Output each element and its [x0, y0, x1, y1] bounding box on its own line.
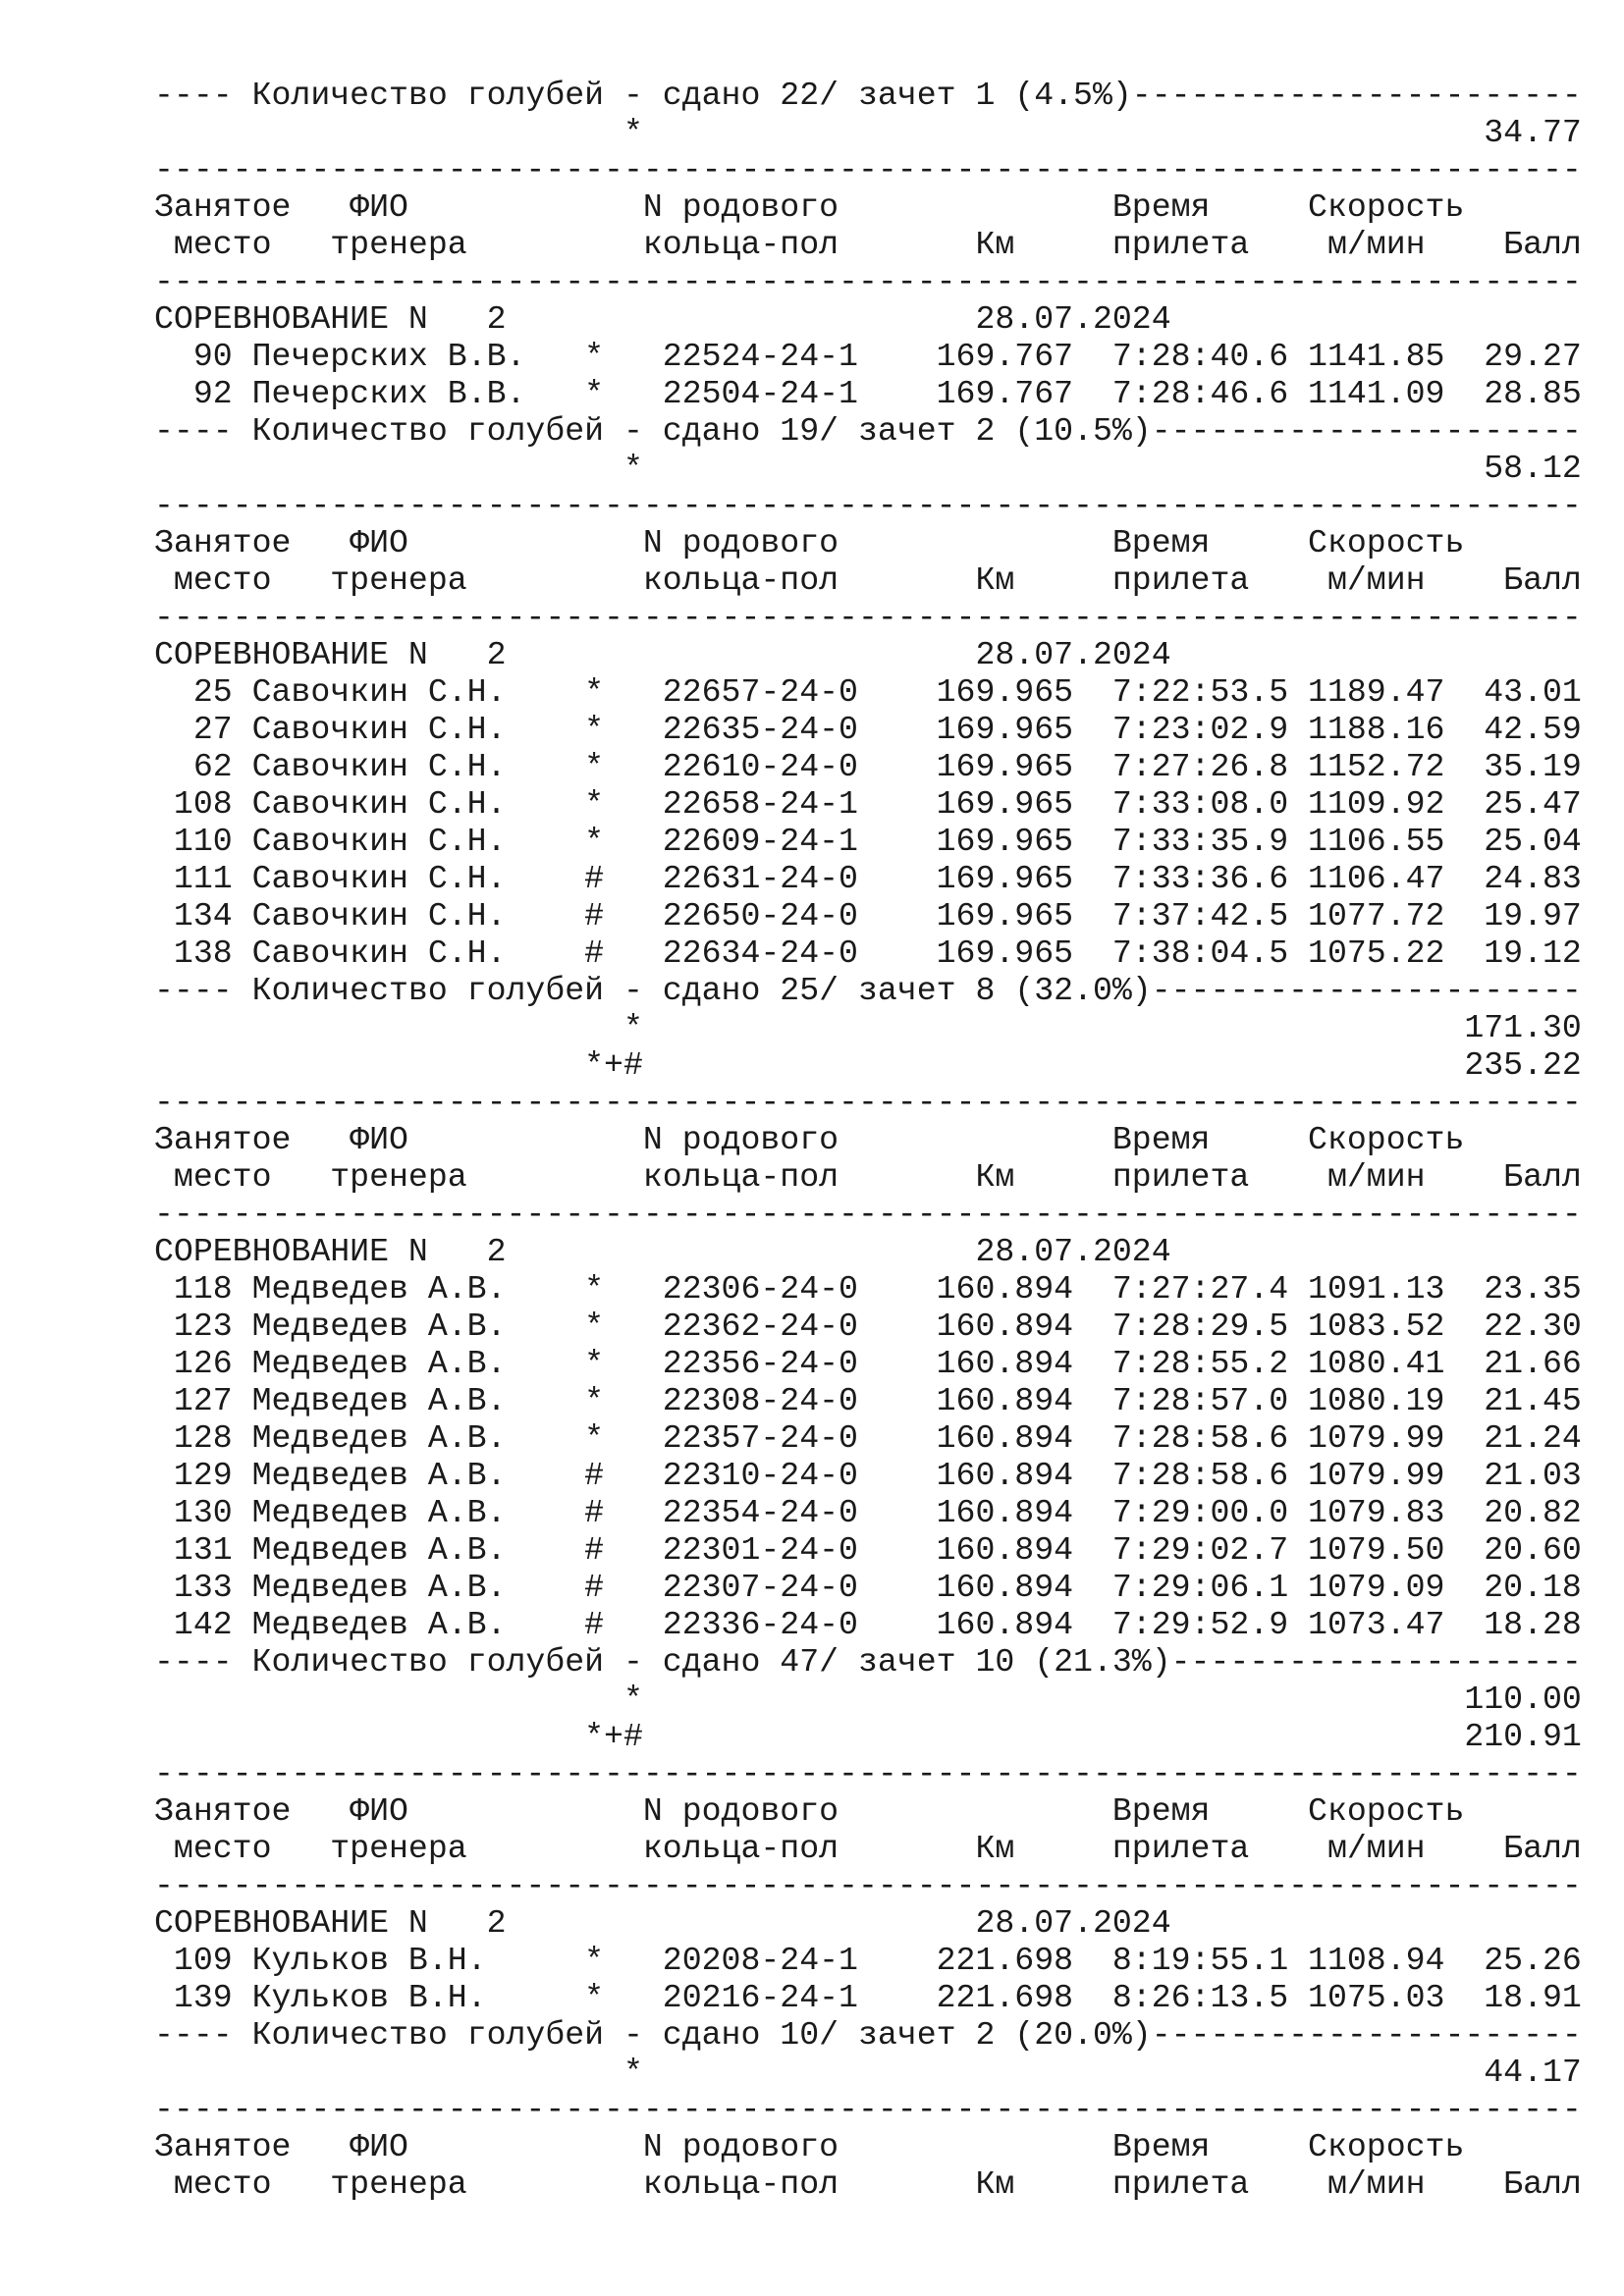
trailing-header-bottom: место тренера кольца-пол Км прилета м/мин Балл [154, 2165, 1582, 2203]
section-4-header-bottom: место тренера кольца-пол Км прилета м/мин Балл [154, 1830, 1582, 1867]
section-1-header-divider: ------------------------------------------------------------------------- [154, 263, 1582, 300]
section-1-count-summary: ---- Количество голубей - сдано 19/ зачет 2 (10.5%)---------------------- [154, 412, 1582, 450]
table-row: 118 Медведев А.В. * 22306-24-0 160.894 7:27:27.4 1091.13 23.35 [154, 1270, 1582, 1308]
lead-total-1: * 34.77 [154, 114, 1582, 151]
section-3-total-2: *+# 210.91 [154, 1718, 1582, 1755]
table-row: 131 Медведев А.В. # 22301-24-0 160.894 7:29:02.7 1079.50 20.60 [154, 1531, 1582, 1569]
section-3-end-divider: ------------------------------------------------------------------------- [154, 1755, 1582, 1792]
trailing-header-top: Занятое ФИО N родового Время Скорость [154, 2128, 1465, 2165]
lead-count-summary: ---- Количество голубей - сдано 22/ зачет 1 (4.5%)----------------------- [154, 77, 1582, 114]
section-4-header-top: Занятое ФИО N родового Время Скорость [154, 1792, 1465, 1830]
table-row: 127 Медведев А.В. * 22308-24-0 160.894 7:28:57.0 1080.19 21.45 [154, 1382, 1582, 1419]
table-row: 111 Савочкин С.Н. # 22631-24-0 169.965 7:33:36.6 1106.47 24.83 [154, 860, 1582, 897]
table-row: 109 Кульков В.Н. * 20208-24-1 221.698 8:19:55.1 1108.94 25.26 [154, 1942, 1582, 1979]
table-row: 129 Медведев А.В. # 22310-24-0 160.894 7:28:58.6 1079.99 21.03 [154, 1457, 1582, 1494]
section-2-total-2: *+# 235.22 [154, 1046, 1582, 1084]
table-row: 110 Савочкин С.Н. * 22609-24-1 169.965 7:33:35.9 1106.55 25.04 [154, 823, 1582, 860]
section-2-end-divider: ------------------------------------------------------------------------- [154, 1084, 1582, 1121]
table-row: 90 Печерских В.В. * 22524-24-1 169.767 7:28:40.6 1141.85 29.27 [154, 338, 1582, 375]
section-4-count-summary: ---- Количество голубей - сдано 10/ зачет 2 (20.0%)---------------------- [154, 2016, 1582, 2054]
section-2-header-top: Занятое ФИО N родового Время Скорость [154, 524, 1465, 561]
section-3-competition-line: СОРЕВНОВАНИЕ N 2 28.07.2024 [154, 1233, 1171, 1270]
table-row: 108 Савочкин С.Н. * 22658-24-1 169.965 7:33:08.0 1109.92 25.47 [154, 785, 1582, 823]
section-3-header-top: Занятое ФИО N родового Время Скорость [154, 1121, 1465, 1158]
section-1-header-top: Занятое ФИО N родового Время Скорость [154, 188, 1465, 226]
table-row: 133 Медведев А.В. # 22307-24-0 160.894 7:29:06.1 1079.09 20.18 [154, 1569, 1582, 1606]
section-4-total-1: * 44.17 [154, 2054, 1582, 2091]
section-1-header-bottom: место тренера кольца-пол Км прилета м/мин Балл [154, 226, 1582, 263]
section-1-total-1: * 58.12 [154, 450, 1582, 487]
table-row: 128 Медведев А.В. * 22357-24-0 160.894 7:28:58.6 1079.99 21.24 [154, 1419, 1582, 1457]
section-2-header-bottom: место тренера кольца-пол Км прилета м/мин Балл [154, 561, 1582, 599]
section-4-end-divider: ------------------------------------------------------------------------- [154, 2091, 1582, 2128]
results-report [154, 77, 1582, 2203]
table-row: 134 Савочкин С.Н. # 22650-24-0 169.965 7:37:42.5 1077.72 19.97 [154, 897, 1582, 934]
table-row: 142 Медведев А.В. # 22336-24-0 160.894 7:29:52.9 1073.47 18.28 [154, 1606, 1582, 1643]
table-row: 138 Савочкин С.Н. # 22634-24-0 169.965 7:38:04.5 1075.22 19.12 [154, 934, 1582, 972]
divider: ------------------------------------------------------------------------- [154, 151, 1582, 188]
section-2-total-1: * 171.30 [154, 1009, 1582, 1046]
section-3-count-summary: ---- Количество голубей - сдано 47/ зачет 10 (21.3%)--------------------- [154, 1643, 1582, 1681]
section-2-header-divider: ------------------------------------------------------------------------- [154, 599, 1582, 636]
section-2-competition-line: СОРЕВНОВАНИЕ N 2 28.07.2024 [154, 636, 1171, 673]
section-3-total-1: * 110.00 [154, 1681, 1582, 1718]
table-row: 92 Печерских В.В. * 22504-24-1 169.767 7:28:46.6 1141.09 28.85 [154, 375, 1582, 412]
section-1-competition-line: СОРЕВНОВАНИЕ N 2 28.07.2024 [154, 300, 1171, 338]
section-4-header-divider: ------------------------------------------------------------------------- [154, 1867, 1582, 1904]
section-2-count-summary: ---- Количество голубей - сдано 25/ зачет 8 (32.0%)---------------------- [154, 972, 1582, 1009]
table-row: 139 Кульков В.Н. * 20216-24-1 221.698 8:26:13.5 1075.03 18.91 [154, 1979, 1582, 2016]
table-row: 130 Медведев А.В. # 22354-24-0 160.894 7:29:00.0 1079.83 20.82 [154, 1494, 1582, 1531]
section-3-header-divider: ------------------------------------------------------------------------- [154, 1196, 1582, 1233]
section-3-header-bottom: место тренера кольца-пол Км прилета м/мин Балл [154, 1158, 1582, 1196]
table-row: 62 Савочкин С.Н. * 22610-24-0 169.965 7:27:26.8 1152.72 35.19 [154, 748, 1582, 785]
table-row: 126 Медведев А.В. * 22356-24-0 160.894 7:28:55.2 1080.41 21.66 [154, 1345, 1582, 1382]
table-row: 27 Савочкин С.Н. * 22635-24-0 169.965 7:23:02.9 1188.16 42.59 [154, 711, 1582, 748]
table-row: 25 Савочкин С.Н. * 22657-24-0 169.965 7:22:53.5 1189.47 43.01 [154, 673, 1582, 711]
section-1-end-divider: ------------------------------------------------------------------------- [154, 487, 1582, 524]
table-row: 123 Медведев А.В. * 22362-24-0 160.894 7:28:29.5 1083.52 22.30 [154, 1308, 1582, 1345]
section-4-competition-line: СОРЕВНОВАНИЕ N 2 28.07.2024 [154, 1904, 1171, 1942]
